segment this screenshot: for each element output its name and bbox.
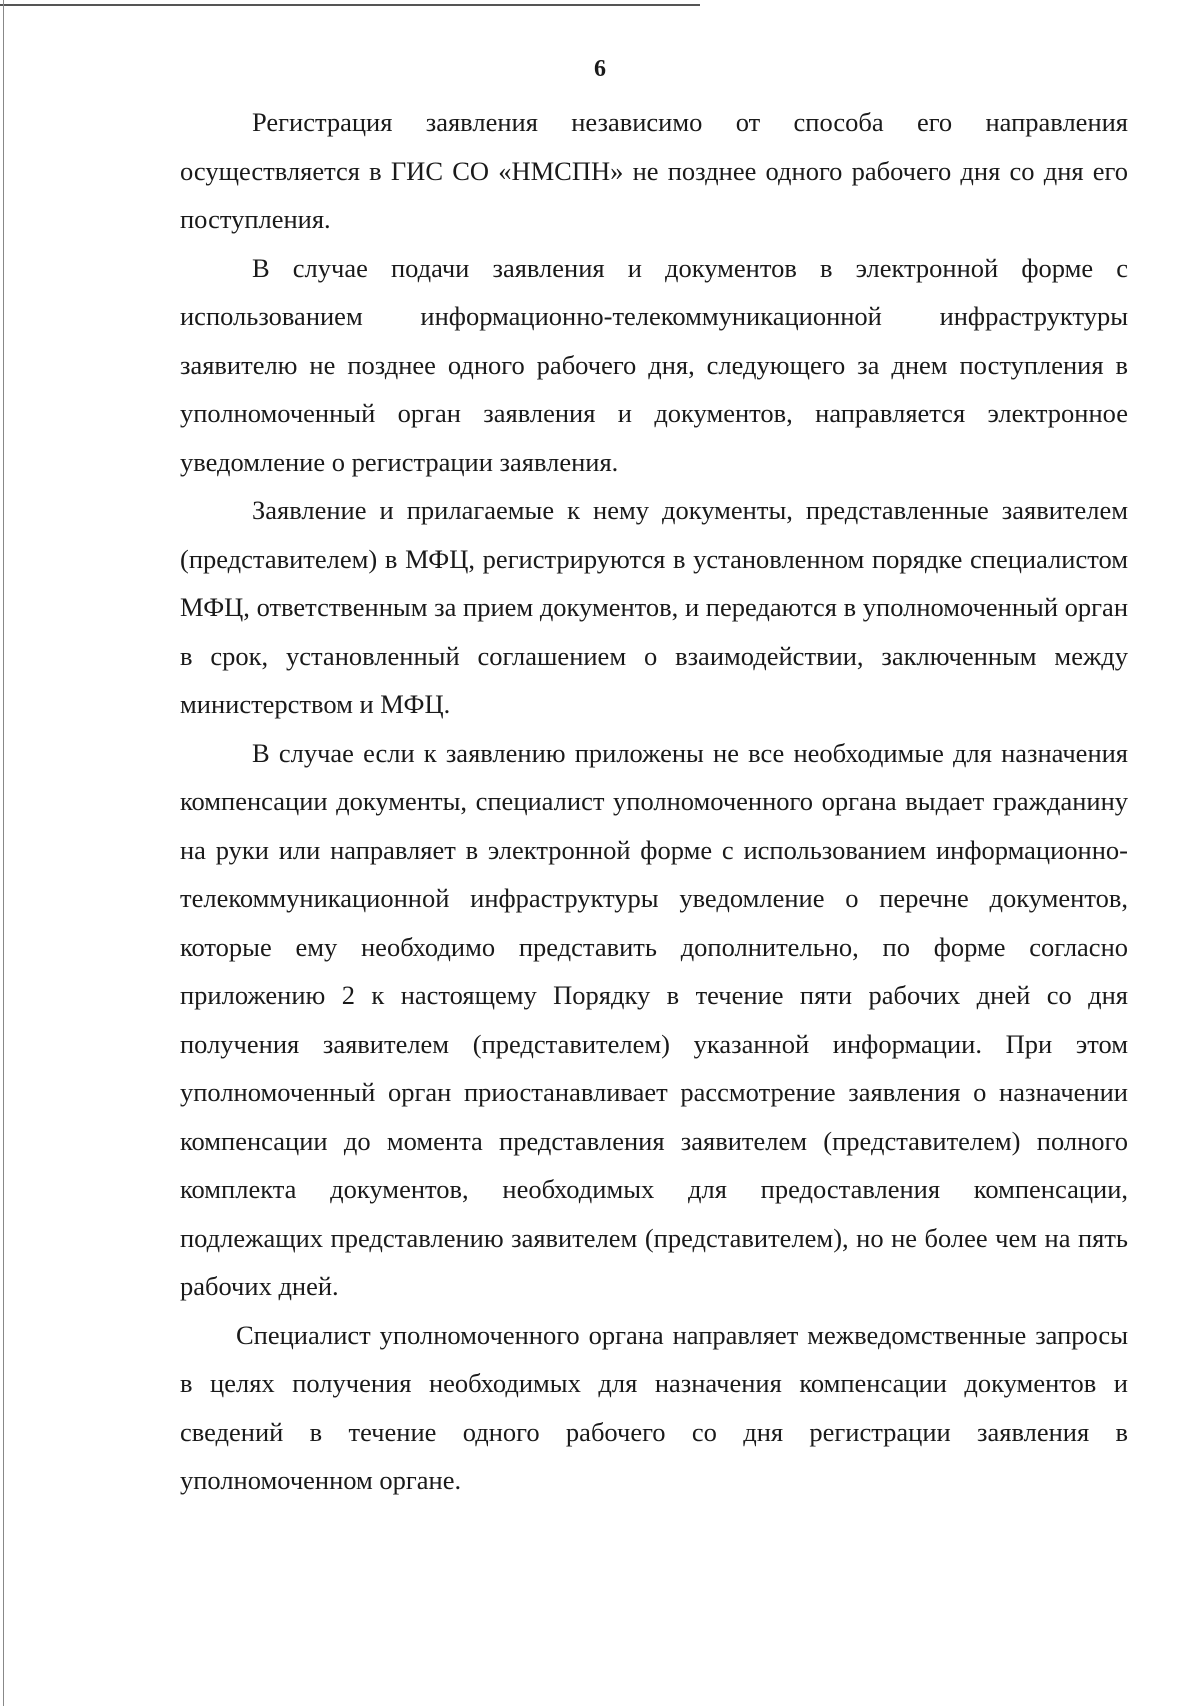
paragraph-missing-documents: В случае если к заявлению приложены не все необходимые для назначения компенсации документы, специалист уполномоченного органа выдает гражданину на руки или направляет в электронной форме с использованием информационно-телекоммуникационной инфраструктуры уведомление о перечне документов, которые ему необходимо представить дополнительно, по форме согласно приложению 2 к настоящему Порядку в течение пяти рабочих дней со дня получения заявителем (представителем) указанной информации. При этом уполномоченный орган приостанавливает рассмотрение заявления о назначении компенсации до момента представления заявителем (представителем) полного комплекта документов, необходимых для предоставления компенсации, подлежащих представлению заявителем (представителем), но не более чем на пять рабочих дней.: [180, 737, 1128, 1301]
scan-edge-top: [0, 4, 700, 6]
paragraph-interagency-requests: Специалист уполномоченного органа направляет межведомственные запросы в целях получения необходимых для назначения компенсации документов и сведений в течение одного рабочего со дня регистрации заявления в уполномоченном органе.: [180, 1319, 1128, 1495]
document-body: [180, 98, 1128, 1505]
scan-edge-left: [3, 0, 4, 1706]
paragraph-mfc-submission: Заявление и прилагаемые к нему документы, представленные заявителем (представителем) в МФЦ, регистрируются в установленном порядке специалистом МФЦ, ответственным за прием документов, и передаются в уполномоченный орган в срок, установленный соглашением о взаимодействии, заключенным между министерством и МФЦ.: [180, 495, 1128, 719]
paragraph-electronic-submission: В случае подачи заявления и документов в электронной форме с использованием информационно-телекоммуникационной инфраструктуры заявителю не позднее одного рабочего дня, следующего за днем поступления в уполномоченный орган заявления и документов, направляется электронное уведомление о регистрации заявления.: [180, 252, 1128, 477]
page-number: 6: [594, 56, 606, 82]
paragraph-registration: Регистрация заявления независимо от способа его направления осуществляется в ГИС СО «НМСПН» не позднее одного рабочего дня со дня его поступления.: [180, 107, 1128, 234]
